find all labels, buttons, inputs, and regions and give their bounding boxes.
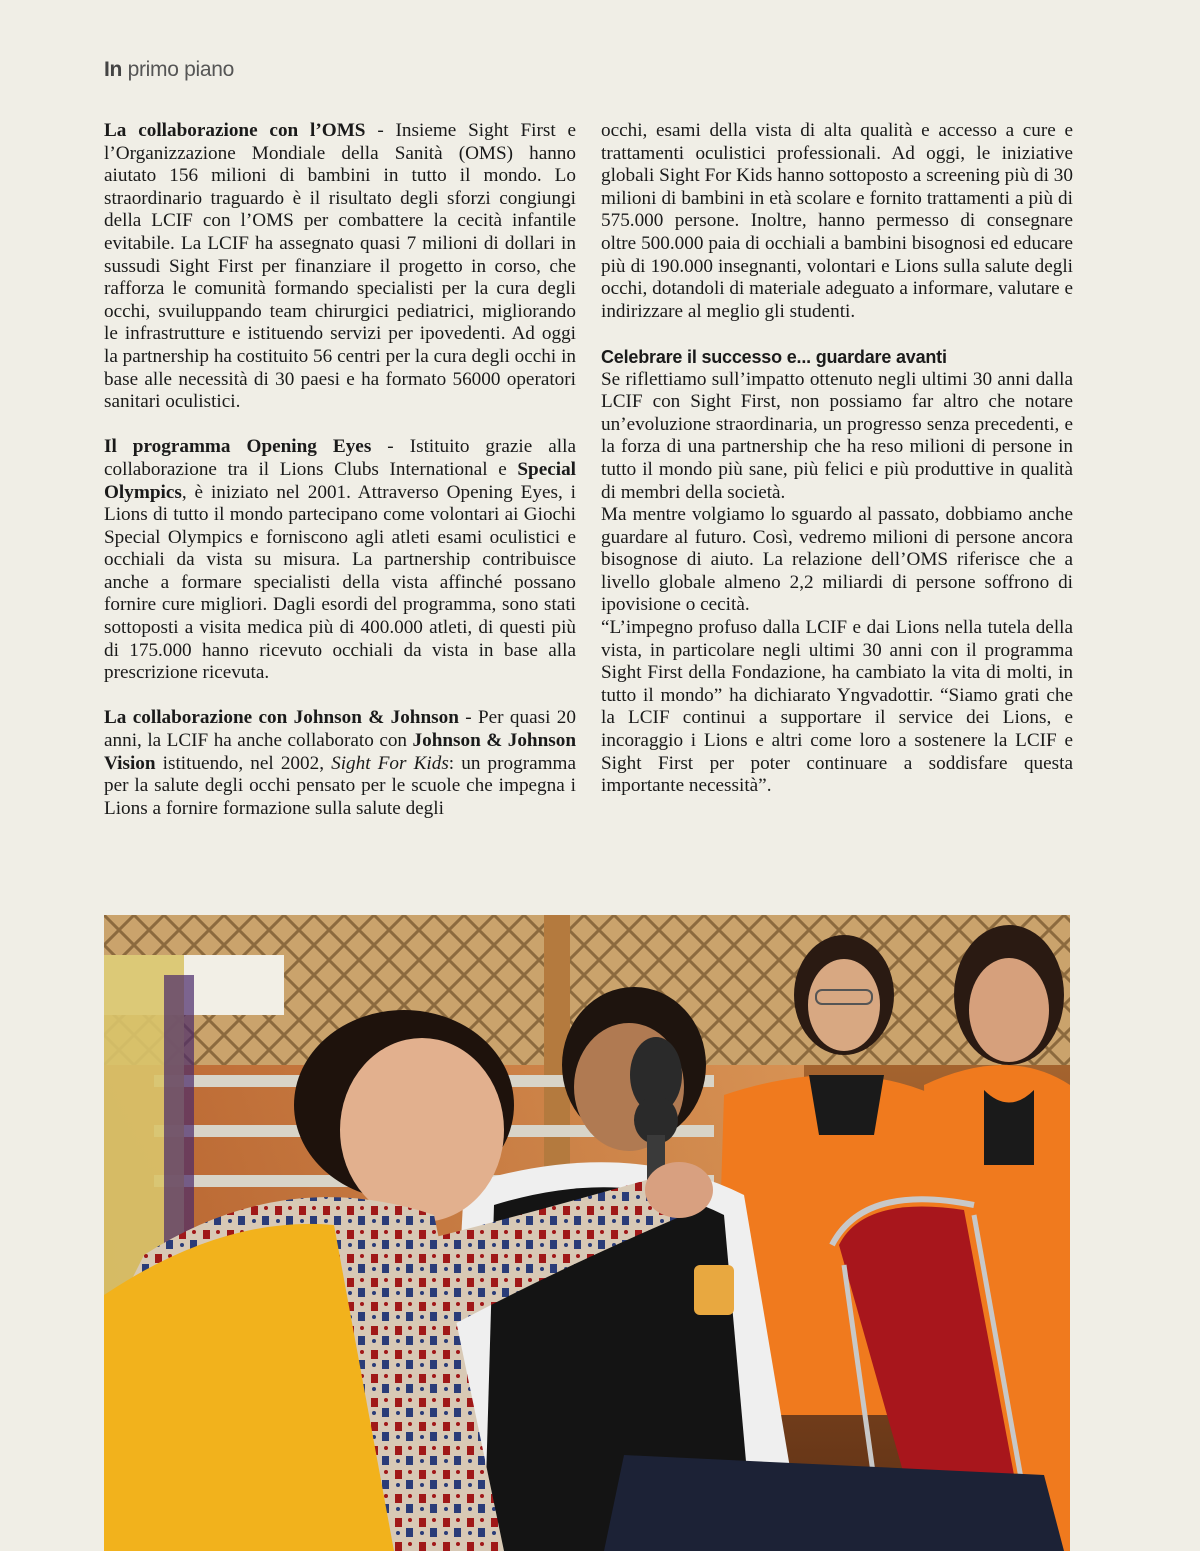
photo-eye-screening: [104, 915, 1070, 1551]
bold-jj-vision: Johnson & Johnson Vision: [104, 730, 576, 774]
section-label: [104, 58, 234, 82]
paragraph-futuro: Ma mentre volgiamo lo sguardo al passato, dobbiamo anche guardare al futuro. Così, vedremo milioni di persone ancora bisognose di aiuto. La relazione dell’OMS riferisce che a livello globale almeno 2,2 miliardi di persone soffrono di ipovisione o cecità.: [601, 504, 1073, 616]
paragraph-oms: [104, 120, 576, 414]
right-column: [601, 120, 1073, 798]
text-oms: - Insieme Sight First e l’Organizzazione Mondiale della Sanità (OMS) hanno aiutato 156 milioni di bambini in tutto il mondo. Lo straordinario traguardo è il risultato degli sforzi congiungi della LCIF con l’OMS per combattere la cecità infantile evitabile. La LCIF ha assegnato quasi 7 milioni di dollari in sussudi Sight First per finanziare il progetto in corso, che rafforza le comunità formando specialisti per la cura degli occhi, svuiluppando team chirurgici pediatrici, migliorando le infrastrutture e istituendo servizi per ipovedenti. Ad oggi la partnership ha costituito 56 centri per la cura degli occhi in base alle necessità di 30 paesi e ha formato 56000 operatori sanitari oculistici.: [104, 120, 577, 413]
photo-illustration: [104, 915, 1070, 1551]
section-label-rest: primo piano: [122, 58, 235, 81]
paragraph-sight-for-kids-cont: occhi, esami della vista di alta qualità e accesso a cure e trattamenti oculistici professionali. Ad oggi, le iniziative globali Sight For Kids hanno sottoposto a screening più di 30 milioni di bambini in età scolare e fornito trattamenti a più di 575.000 persone. Inoltre, hanno permesso di consegnare oltre 500.000 paia di occhiali a bambini bisognosi ed educare più di 190.000 insegnanti, volontari e Lions sulla salute degli occhi, dotandoli di materiale adeguato a informare, valutare e indirizzare al meglio gli studenti.: [601, 120, 1074, 322]
heading-oms: La collaborazione con l’OMS: [104, 120, 366, 141]
heading-opening-eyes: Il programma Opening Eyes: [104, 436, 372, 458]
text-johnson-c: istituendo, nel 2002,: [155, 752, 332, 774]
bold-special-olympics: Special Olympics: [104, 458, 576, 503]
text-opening-eyes-c: , è iniziato nel 2001. Attraverso Opening Eyes, i Lions di tutto il mondo partecipano come volontari ai Giochi Special Olympics e forniscono agli atleti esami oculistici e occhiali da vista su misura. La partnership contribuisce anche a formare specialisti della vista affinché possano fornire cure migliori. Dagli esordi del programma, sono stati sottoposti a visita medica più di 400.000 atleti, di questi più di 175.000 hanno ricevuto occhiali da vista in base alla prescrizione ricevuta.: [104, 481, 576, 684]
paragraph-quote: “L’impegno profuso dalla LCIF e dai Lions nella tutela della vista, in particolare negli ultimi 30 anni con il programma Sight First della Fondazione, ha cambiato la vita di molti, in tutto il mondo” ha dichiarato Yngvadottir. “Siamo grati che la LCIF continui a supportare il service dei Lions, e incoraggio i Lions e altri come loro a sostenere la LCIF e Sight First per poter continuare a soddisfare questa importante necessità”.: [601, 617, 1073, 797]
italic-sight-for-kids: Sight For Kids: [331, 752, 449, 774]
left-column: [104, 120, 576, 820]
paragraph-opening-eyes: [104, 436, 576, 685]
section-label-initial: In: [104, 58, 123, 81]
text-johnson-e: : un programma per la salute degli occhi pensato per le scuole che impegna i Lions a fornire formazione sulla salute degli: [104, 752, 576, 819]
heading-johnson: La collaborazione con Johnson & Johnson: [104, 707, 459, 729]
text-johnson-a: - Per quasi 20 anni, la LCIF ha anche collaborato con: [104, 707, 576, 752]
text-opening-eyes-a: - Istituito grazie alla collaborazione tra il Lions Clubs International e: [104, 436, 576, 480]
subheading-celebrare: Celebrare il successo e... guardare avanti: [601, 346, 947, 367]
paragraph-johnson: [104, 707, 576, 820]
paragraph-riflettiamo: Se riflettiamo sull’impatto ottenuto negli ultimi 30 anni dalla LCIF con Sight First, non possiamo far altro che notare un’evoluzione straordinaria, un progresso senza precedenti, e la forza di una partnership che ha reso milioni di persone in tutto il mondo più sane, più felici e più produttive in qualità di membri della società.: [601, 368, 1073, 503]
